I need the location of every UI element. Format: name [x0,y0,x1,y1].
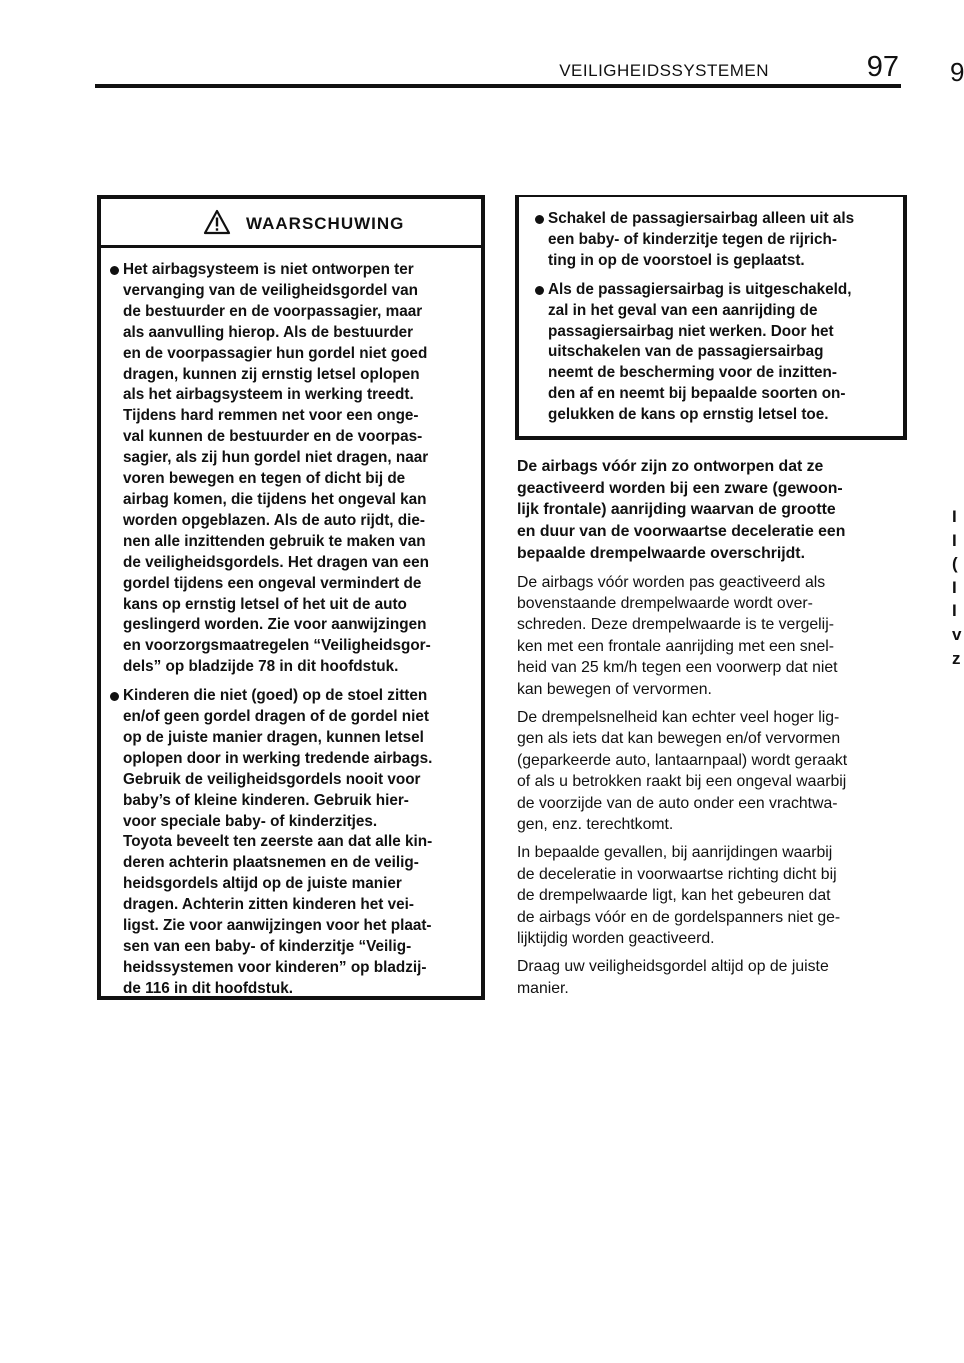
bullet-item [548,280,897,426]
body-paragraph [517,842,907,949]
section-title: VEILIGHEIDSSYSTEMEN [559,61,769,80]
text-line: nen alle inzittenden gebruik te maken van [123,532,426,550]
text-line: als het airbagsysteem in werking treedt. [123,386,414,404]
text-line: val kunnen de bestuurder en de voorpas- [123,428,423,446]
text-line: zal in het geval van een aanrijding de [548,301,818,319]
edge-cut-letter: 9 [950,57,964,87]
text-line: dragen. Achterin zitten kinderen het vei- [123,896,414,914]
text-line: De airbags vóór zijn zo ontworpen dat ze [517,458,824,475]
bullet-dot-icon [110,266,119,275]
edge-cut-column [952,505,961,670]
text-line: ligst. Zie voor aanwijzingen voor het plaat- [123,917,432,935]
text-line: schreden. Deze drempelwaarde is te vergelij- [517,616,834,634]
edge-letter: ( [952,554,958,574]
text-line: en voorzorgsmaatregelen “Veiligheidsgor- [123,637,431,655]
text-line: lijktijdig worden geactiveerd. [517,930,715,948]
text-line: passagiersairbag niet werken. Door het [548,322,834,340]
text-line: gordel tijdens een ongeval vermindert de [123,574,422,592]
warning-triangle-icon [203,209,231,235]
text-line: den af en neemt bij bepaalde soorten on- [548,385,846,403]
text-line: vervanging van de veiligheidsgordel van [123,281,418,299]
text-line: gen, enz. terechtkomt. [517,815,674,833]
note-box [515,195,907,440]
text-line: als aanvulling hierop. Als de bestuurder [123,323,414,341]
text-line: of als u betrokken raakt bij een ongeval waarbij [517,773,847,791]
bullet-dot-icon [535,286,544,295]
text-line: en/of geen gordel dragen of de gordel niet [123,708,429,726]
text-line: kans op ernstig letsel of het uit de auto [123,595,407,613]
body-paragraph [517,572,907,700]
text-line: worden opgeblazen. Als de auto rijdt, die- [123,511,425,529]
text-line: ting in op de voorstoel is geplaatst. [548,251,805,269]
text-line: In bepaalde gevallen, bij aanrijdingen waarbij [517,844,833,862]
text-line: voren bewegen en tegen of dicht bij de [123,470,406,488]
note-bullets [519,197,903,426]
edge-letter: z [952,648,961,668]
text-line: en de voorpassagier hun gordel niet goed [123,344,428,362]
text-line: neemt de bescherming voor de inzitten- [548,364,837,382]
text-line: manier. [517,979,569,997]
page-header [95,52,901,88]
bullet-item [548,209,897,272]
text-line: Toyota beveelt ten zeerste aan dat alle kin- [123,833,433,851]
body-column [517,456,907,999]
edge-letter: I [952,577,957,597]
text-line: gelukken de kans op ernstig letsel toe. [548,406,829,424]
text-line: op de juiste manier dragen, kunnen letsel [123,728,424,746]
text-line: airbag komen, die tijdens het ongeval kan [123,490,427,508]
text-line: lijk frontale) aanrijding waarvan de grootte [517,501,836,519]
warning-bullets [101,248,481,1000]
text-line: kan bewegen of vervormen. [517,680,712,698]
text-line: heidssystemen voor kinderen” op bladzij- [123,958,427,976]
text-line: De drempelsnelheid kan echter veel hoger lig- [517,708,840,726]
text-line: heidsgordels altijd op de juiste manier [123,875,402,893]
edge-letter: I [952,530,957,550]
text-line: voor speciale baby- of kinderzitjes. [123,812,378,830]
text-line: dragen, kunnen zij ernstig letsel oplopen [123,365,420,383]
text-line: oplopen door in werking tredende airbags. [123,749,433,767]
text-line: gen als iets dat kan bewegen en/of vervormen [517,730,841,748]
text-line: de voorzijde van de auto onder een vrachtwa- [517,794,838,812]
text-line: Schakel de passagiersairbag alleen uit als [548,210,855,227]
text-line: de bestuurder en de voorpassagier, maar [123,302,423,320]
bullet-item [123,260,473,678]
text-line: uitschakelen van de passagiersairbag [548,343,824,361]
bullet-item [123,686,473,1000]
bullet-dot-icon [110,692,119,701]
lead-paragraph [517,456,907,565]
body-paragraphs [517,572,907,1000]
text-line: Het airbagsysteem is niet ontworpen ter [123,261,414,278]
text-line: sen van een baby- of kinderzitje “Veilig- [123,938,412,955]
text-line: dels” op bladzijde 78 in dit hoofdstuk. [123,658,399,676]
text-line: de 116 in dit hoofdstuk. [123,979,293,997]
text-line: Draag uw veiligheidsgordel altijd op de juiste [517,958,829,976]
text-line: bovenstaande drempelwaarde wordt over- [517,594,813,612]
text-line: Gebruik de veiligheidsgordels nooit voor [123,770,421,788]
edge-letter: I [952,507,957,526]
text-line: de veiligheidsgordels. Het dragen van een [123,553,430,571]
warning-header [101,199,481,248]
text-line: en duur van de voorwaartse deceleratie een [517,523,846,541]
text-line: ken met een frontale aanrijding met een snel- [517,637,835,655]
text-line: een baby- of kinderzitje tegen de rijrich- [548,230,837,248]
edge-letter: I [952,601,957,621]
text-line: sagier, als zij hun gordel niet dragen, naar [123,449,429,467]
warning-title: WAARSCHUWING [246,214,405,233]
text-line: De airbags vóór worden pas geactiveerd als [517,573,826,591]
text-line: Tijdens hard remmen net voor een onge- [123,407,419,425]
text-line: deren achterin plaatsnemen en de veilig- [123,854,419,872]
bullet-dot-icon [535,215,544,224]
text-line: baby’s of kleine kinderen. Gebruik hier- [123,791,409,809]
page-number: 97 [866,51,899,83]
warning-box [97,195,485,1000]
text-line: heid van 25 km/h tegen een voorwerp dat niet [517,659,838,677]
text-line: de deceleratie in voorwaartse richting dicht bij [517,865,837,883]
text-line: geslingerd worden. Zie voor aanwijzingen [123,616,427,634]
text-line: Als de passagiersairbag is uitgeschakeld, [548,280,852,298]
text-line: de airbags vóór en de gordelspanners niet ge- [517,908,841,926]
body-paragraph [517,707,907,835]
text-line: geactiveerd worden bij een zware (gewoon- [517,479,843,497]
text-line: bepaalde drempelwaarde overschrijdt. [517,544,805,562]
text-line: de drempelwaarde ligt, kan het gebeuren dat [517,887,831,905]
text-line: Kinderen die niet (goed) op de stoel zitten [123,687,428,705]
text-line: (geparkeerde auto, lantaarnpaal) wordt geraakt [517,751,848,769]
body-paragraph [517,956,907,999]
edge-letter: v [952,624,962,644]
